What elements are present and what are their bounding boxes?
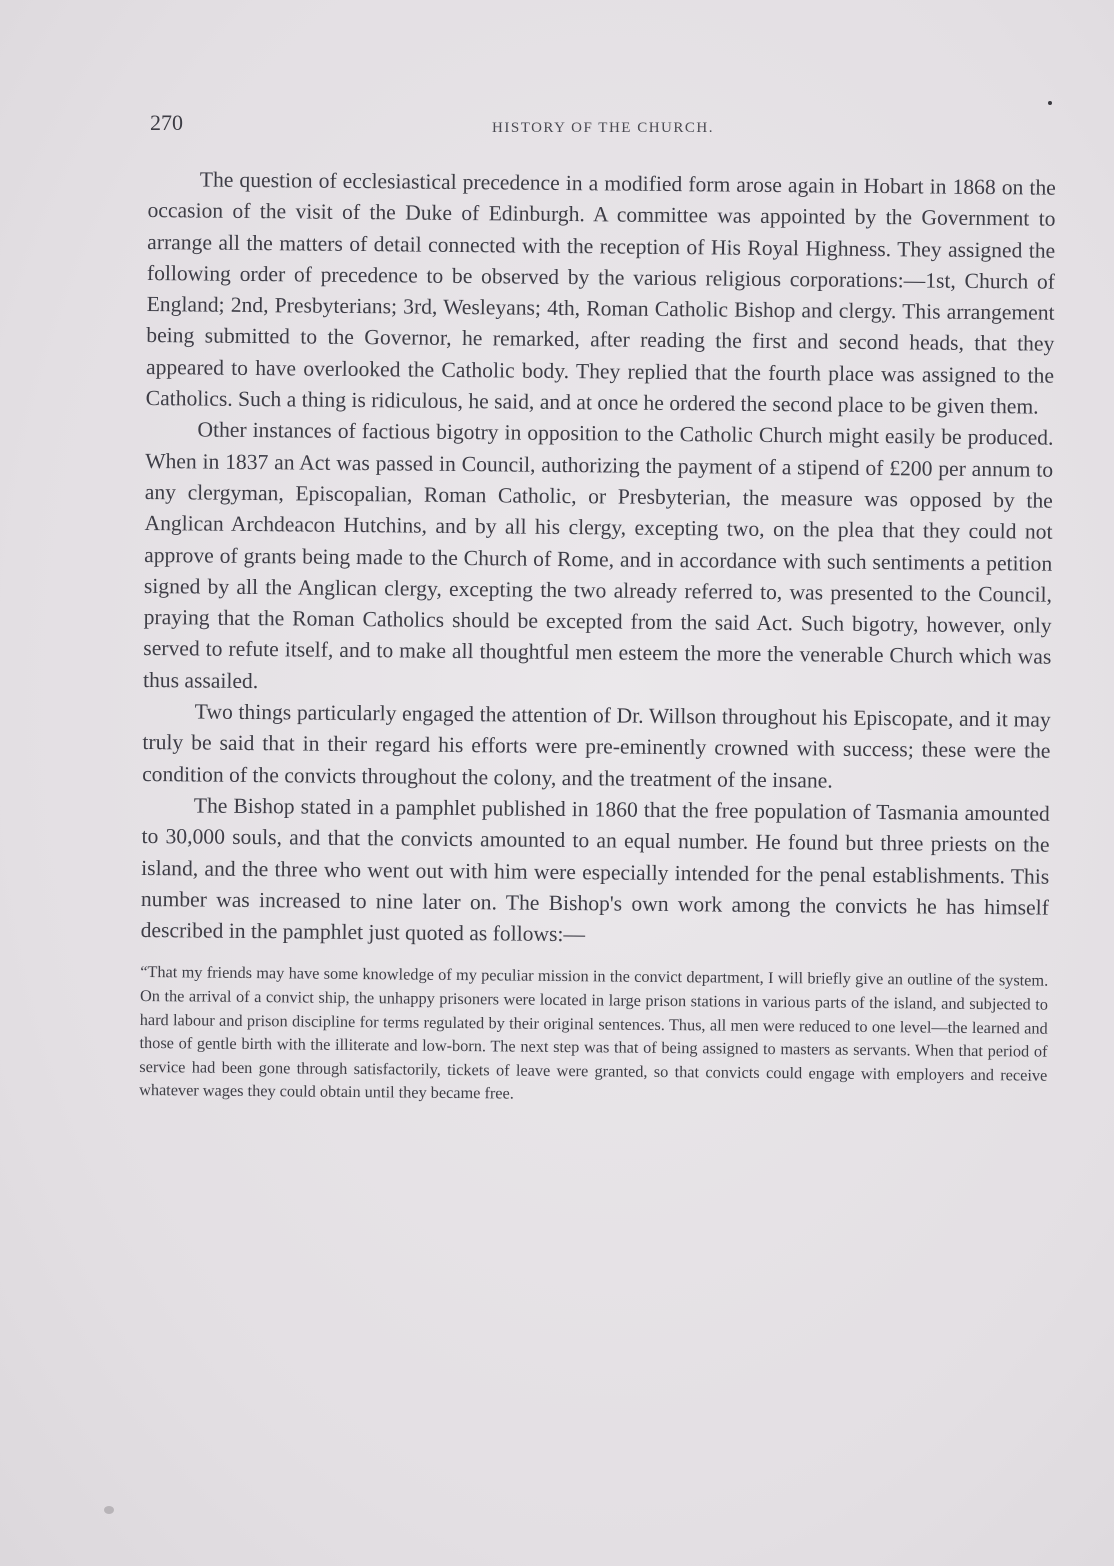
block-quote: “That my friends may have some knowledge of my peculiar mission in the convict department, I will briefly give an outline of the system. On the arrival of a convict ship, the unhappy prisoners were located in large prison stations in various parts of the island, and subjected to hard labour and prison discipline for terms regulated by their original sentences. Thus, all men were reduced to one level—the learned and those of gentle birth with the illiterate and low-born. The next step was that of being assigned to masters as servants. When that period of service had been gone through satisfactorily, tickets of leave were granted, so that convicts could engage with employers and receive whatever wages they could obtain until they became free. [139, 962, 1049, 1103]
paragraph-bigotry: Other instances of factious bigotry in opposition to the Catholic Church might easily be produced. When in 1837 an Act was passed in Council, authorizing the payment of a stipend of £200 per annum to any clergyman, Episcopalian, Roman Catholic, or Presbyterian, the measure was opposed by the Anglican Archdeacon Hutchins, and by all his clergy, excepting two, on the plea that they could not approve of grants being made to the Church of Rome, and in accordance with such sentiments a petition signed by all the Anglican clergy, excepting the two already referred to, was presented to the Council, praying that the Roman Catholics should be excepted from the said Act. Such bigotry, however, only served to refute itself, and to make all thoughtful men esteem the more the venerable Church which was thus assailed. [142, 417, 1054, 693]
paragraph-convict-population: The Bishop stated in a pamphlet published in 1860 that the free population of Tasmania amounted to 30,000 souls, and that the convicts amounted to an equal number. He found but three priests on the island, and the three who went out with him were especially intended for the penal establishments. This number was increased to nine later on. The Bishop's own work among the convicts he has himself described in the pamphlet just quoted as follows:— [140, 793, 1050, 947]
paragraph-willson-episcopate: Two things particularly engaged the attention of Dr. Willson throughout his Episcopate, and it may truly be said that in their regard his efforts were pre-eminently crowned with success; these were the condition of the convicts throughout the colony, and the treatment of the insane. [142, 699, 1051, 793]
page-header [150, 108, 1056, 144]
page-number: 270 [150, 110, 183, 135]
ink-speck [1048, 101, 1052, 105]
body-text [139, 164, 1056, 1111]
running-head: HISTORY OF THE CHURCH. [492, 120, 714, 136]
paper-smudge [104, 1506, 114, 1514]
paragraph-precedence: The question of ecclesiastical precedence in a modified form arose again in Hobart in 1868 on the occasion of the visit of the Duke of Edinburgh. A committee was appointed by the Government to arrange all the matters of detail connected with the reception of His Royal Highness. They assigned the following order of precedence to be observed by the various religious corporations:—1st, Church of England; 2nd, Presbyterians; 3rd, Wesleyans; 4th, Roman Catholic Bishop and clergy. This arrangement being submitted to the Governor, he remarked, after reading the first and second heads, that they appeared to have overlooked the Catholic body. They replied that the fourth place was assigned to the Catholics. Such a thing is ridiculous, he said, and at once he ordered the second place to be given them. [145, 167, 1056, 419]
